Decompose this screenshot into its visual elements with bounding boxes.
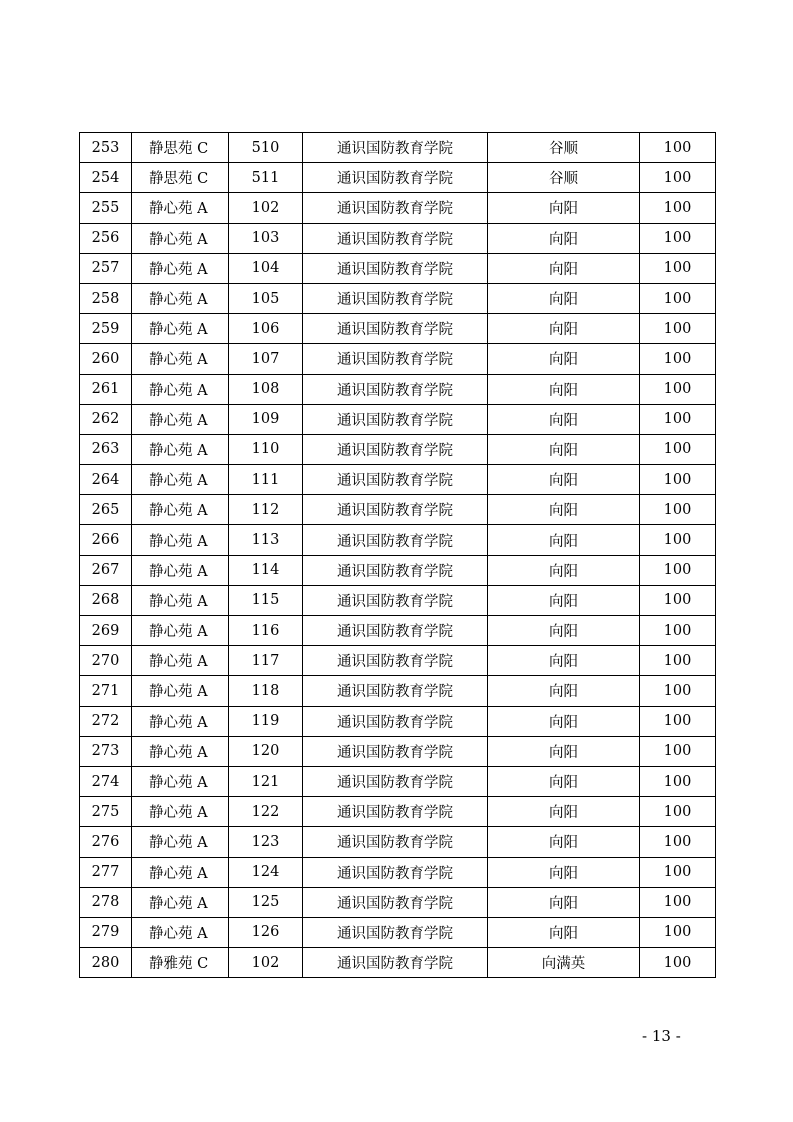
person-name-cell: 向阳 — [488, 616, 640, 646]
table-row — [80, 857, 716, 887]
score-cell: 100 — [640, 374, 716, 404]
room-number-cell: 103 — [229, 223, 303, 253]
table-row — [80, 344, 716, 374]
table-row — [80, 676, 716, 706]
person-name-cell: 向阳 — [488, 283, 640, 313]
person-name-cell: 谷顺 — [488, 163, 640, 193]
table-row — [80, 555, 716, 585]
person-name-cell: 向阳 — [488, 857, 640, 887]
table-row — [80, 948, 716, 978]
table-row — [80, 374, 716, 404]
person-name-cell: 向阳 — [488, 736, 640, 766]
table-row — [80, 585, 716, 615]
score-cell: 100 — [640, 555, 716, 585]
college-cell: 通识国防教育学院 — [303, 163, 488, 193]
table-row — [80, 495, 716, 525]
room-number-cell: 117 — [229, 646, 303, 676]
person-name-cell: 向满英 — [488, 948, 640, 978]
score-cell: 100 — [640, 465, 716, 495]
score-cell: 100 — [640, 676, 716, 706]
row-number-cell: 272 — [80, 706, 132, 736]
room-number-cell: 124 — [229, 857, 303, 887]
row-number-cell: 276 — [80, 827, 132, 857]
room-number-cell: 106 — [229, 314, 303, 344]
table-row — [80, 917, 716, 947]
score-cell: 100 — [640, 857, 716, 887]
building-cell: 静心苑 A — [132, 223, 229, 253]
person-name-cell: 向阳 — [488, 253, 640, 283]
person-name-cell: 向阳 — [488, 495, 640, 525]
row-number-cell: 262 — [80, 404, 132, 434]
college-cell: 通识国防教育学院 — [303, 555, 488, 585]
person-name-cell: 向阳 — [488, 917, 640, 947]
building-cell: 静思苑 C — [132, 163, 229, 193]
score-cell: 100 — [640, 616, 716, 646]
row-number-cell: 263 — [80, 434, 132, 464]
row-number-cell: 256 — [80, 223, 132, 253]
room-number-cell: 102 — [229, 948, 303, 978]
row-number-cell: 268 — [80, 585, 132, 615]
room-number-cell: 126 — [229, 917, 303, 947]
college-cell: 通识国防教育学院 — [303, 193, 488, 223]
person-name-cell: 向阳 — [488, 766, 640, 796]
building-cell: 静心苑 A — [132, 253, 229, 283]
score-cell: 100 — [640, 163, 716, 193]
person-name-cell: 向阳 — [488, 585, 640, 615]
room-number-cell: 125 — [229, 887, 303, 917]
score-cell: 100 — [640, 706, 716, 736]
college-cell: 通识国防教育学院 — [303, 917, 488, 947]
table-row — [80, 193, 716, 223]
building-cell: 静心苑 A — [132, 646, 229, 676]
building-cell: 静心苑 A — [132, 766, 229, 796]
college-cell: 通识国防教育学院 — [303, 404, 488, 434]
score-cell: 100 — [640, 827, 716, 857]
table-row — [80, 616, 716, 646]
table-row — [80, 314, 716, 344]
person-name-cell: 向阳 — [488, 374, 640, 404]
row-number-cell: 271 — [80, 676, 132, 706]
room-number-cell: 120 — [229, 736, 303, 766]
college-cell: 通识国防教育学院 — [303, 827, 488, 857]
person-name-cell: 向阳 — [488, 676, 640, 706]
table-row — [80, 827, 716, 857]
college-cell: 通识国防教育学院 — [303, 736, 488, 766]
row-number-cell: 273 — [80, 736, 132, 766]
row-number-cell: 275 — [80, 797, 132, 827]
table-row — [80, 736, 716, 766]
college-cell: 通识国防教育学院 — [303, 646, 488, 676]
score-cell: 100 — [640, 404, 716, 434]
college-cell: 通识国防教育学院 — [303, 223, 488, 253]
college-cell: 通识国防教育学院 — [303, 948, 488, 978]
row-number-cell: 258 — [80, 283, 132, 313]
building-cell: 静雅苑 C — [132, 948, 229, 978]
row-number-cell: 259 — [80, 314, 132, 344]
college-cell: 通识国防教育学院 — [303, 676, 488, 706]
score-cell: 100 — [640, 253, 716, 283]
score-cell: 100 — [640, 434, 716, 464]
college-cell: 通识国防教育学院 — [303, 525, 488, 555]
table-row — [80, 133, 716, 163]
table-row — [80, 223, 716, 253]
building-cell: 静心苑 A — [132, 495, 229, 525]
room-number-cell: 102 — [229, 193, 303, 223]
college-cell: 通识国防教育学院 — [303, 253, 488, 283]
building-cell: 静心苑 A — [132, 887, 229, 917]
room-number-cell: 511 — [229, 163, 303, 193]
room-number-cell: 121 — [229, 766, 303, 796]
score-cell: 100 — [640, 646, 716, 676]
page-number: - 13 - — [642, 1027, 681, 1045]
person-name-cell: 向阳 — [488, 827, 640, 857]
row-number-cell: 255 — [80, 193, 132, 223]
building-cell: 静心苑 A — [132, 706, 229, 736]
score-cell: 100 — [640, 314, 716, 344]
score-cell: 100 — [640, 585, 716, 615]
room-number-cell: 104 — [229, 253, 303, 283]
person-name-cell: 向阳 — [488, 465, 640, 495]
row-number-cell: 267 — [80, 555, 132, 585]
college-cell: 通识国防教育学院 — [303, 857, 488, 887]
building-cell: 静心苑 A — [132, 616, 229, 646]
table-body — [80, 133, 716, 978]
building-cell: 静心苑 A — [132, 585, 229, 615]
table-row — [80, 253, 716, 283]
college-cell: 通识国防教育学院 — [303, 616, 488, 646]
room-number-cell: 111 — [229, 465, 303, 495]
person-name-cell: 向阳 — [488, 797, 640, 827]
building-cell: 静心苑 A — [132, 434, 229, 464]
college-cell: 通识国防教育学院 — [303, 465, 488, 495]
person-name-cell: 向阳 — [488, 344, 640, 374]
table-row — [80, 525, 716, 555]
table-row — [80, 404, 716, 434]
table-row — [80, 434, 716, 464]
building-cell: 静心苑 A — [132, 193, 229, 223]
person-name-cell: 向阳 — [488, 223, 640, 253]
table-row — [80, 766, 716, 796]
room-number-cell: 115 — [229, 585, 303, 615]
building-cell: 静思苑 C — [132, 133, 229, 163]
table-row — [80, 706, 716, 736]
table-row — [80, 646, 716, 676]
row-number-cell: 253 — [80, 133, 132, 163]
building-cell: 静心苑 A — [132, 283, 229, 313]
table-row — [80, 163, 716, 193]
room-number-cell: 118 — [229, 676, 303, 706]
room-number-cell: 108 — [229, 374, 303, 404]
college-cell: 通识国防教育学院 — [303, 887, 488, 917]
score-cell: 100 — [640, 887, 716, 917]
person-name-cell: 向阳 — [488, 314, 640, 344]
person-name-cell: 向阳 — [488, 555, 640, 585]
building-cell: 静心苑 A — [132, 797, 229, 827]
score-cell: 100 — [640, 917, 716, 947]
score-cell: 100 — [640, 736, 716, 766]
score-cell: 100 — [640, 133, 716, 163]
row-number-cell: 257 — [80, 253, 132, 283]
row-number-cell: 280 — [80, 948, 132, 978]
row-number-cell: 279 — [80, 917, 132, 947]
college-cell: 通识国防教育学院 — [303, 706, 488, 736]
college-cell: 通识国防教育学院 — [303, 495, 488, 525]
row-number-cell: 266 — [80, 525, 132, 555]
room-number-cell: 123 — [229, 827, 303, 857]
table-row — [80, 283, 716, 313]
row-number-cell: 270 — [80, 646, 132, 676]
row-number-cell: 277 — [80, 857, 132, 887]
building-cell: 静心苑 A — [132, 374, 229, 404]
building-cell: 静心苑 A — [132, 736, 229, 766]
college-cell: 通识国防教育学院 — [303, 344, 488, 374]
score-cell: 100 — [640, 797, 716, 827]
college-cell: 通识国防教育学院 — [303, 797, 488, 827]
table-row — [80, 465, 716, 495]
building-cell: 静心苑 A — [132, 314, 229, 344]
room-number-cell: 119 — [229, 706, 303, 736]
person-name-cell: 向阳 — [488, 887, 640, 917]
building-cell: 静心苑 A — [132, 525, 229, 555]
building-cell: 静心苑 A — [132, 857, 229, 887]
room-number-cell: 113 — [229, 525, 303, 555]
building-cell: 静心苑 A — [132, 676, 229, 706]
room-number-cell: 114 — [229, 555, 303, 585]
person-name-cell: 向阳 — [488, 434, 640, 464]
building-cell: 静心苑 A — [132, 465, 229, 495]
person-name-cell: 向阳 — [488, 706, 640, 736]
table-row — [80, 797, 716, 827]
room-number-cell: 105 — [229, 283, 303, 313]
row-number-cell: 254 — [80, 163, 132, 193]
person-name-cell: 向阳 — [488, 525, 640, 555]
building-cell: 静心苑 A — [132, 555, 229, 585]
person-name-cell: 向阳 — [488, 193, 640, 223]
score-cell: 100 — [640, 193, 716, 223]
score-cell: 100 — [640, 766, 716, 796]
room-number-cell: 110 — [229, 434, 303, 464]
person-name-cell: 谷顺 — [488, 133, 640, 163]
room-number-cell: 116 — [229, 616, 303, 646]
score-cell: 100 — [640, 525, 716, 555]
room-number-cell: 510 — [229, 133, 303, 163]
row-number-cell: 269 — [80, 616, 132, 646]
college-cell: 通识国防教育学院 — [303, 133, 488, 163]
building-cell: 静心苑 A — [132, 404, 229, 434]
college-cell: 通识国防教育学院 — [303, 374, 488, 404]
building-cell: 静心苑 A — [132, 344, 229, 374]
score-cell: 100 — [640, 344, 716, 374]
room-number-cell: 112 — [229, 495, 303, 525]
person-name-cell: 向阳 — [488, 404, 640, 434]
row-number-cell: 264 — [80, 465, 132, 495]
score-cell: 100 — [640, 283, 716, 313]
college-cell: 通识国防教育学院 — [303, 766, 488, 796]
college-cell: 通识国防教育学院 — [303, 434, 488, 464]
building-cell: 静心苑 A — [132, 827, 229, 857]
score-cell: 100 — [640, 948, 716, 978]
score-cell: 100 — [640, 223, 716, 253]
row-number-cell: 278 — [80, 887, 132, 917]
college-cell: 通识国防教育学院 — [303, 283, 488, 313]
score-cell: 100 — [640, 495, 716, 525]
row-number-cell: 265 — [80, 495, 132, 525]
row-number-cell: 261 — [80, 374, 132, 404]
row-number-cell: 260 — [80, 344, 132, 374]
row-number-cell: 274 — [80, 766, 132, 796]
room-number-cell: 122 — [229, 797, 303, 827]
college-cell: 通识国防教育学院 — [303, 314, 488, 344]
building-cell: 静心苑 A — [132, 917, 229, 947]
person-name-cell: 向阳 — [488, 646, 640, 676]
table-row — [80, 887, 716, 917]
room-number-cell: 109 — [229, 404, 303, 434]
college-cell: 通识国防教育学院 — [303, 585, 488, 615]
room-number-cell: 107 — [229, 344, 303, 374]
dormitory-table — [79, 132, 716, 978]
